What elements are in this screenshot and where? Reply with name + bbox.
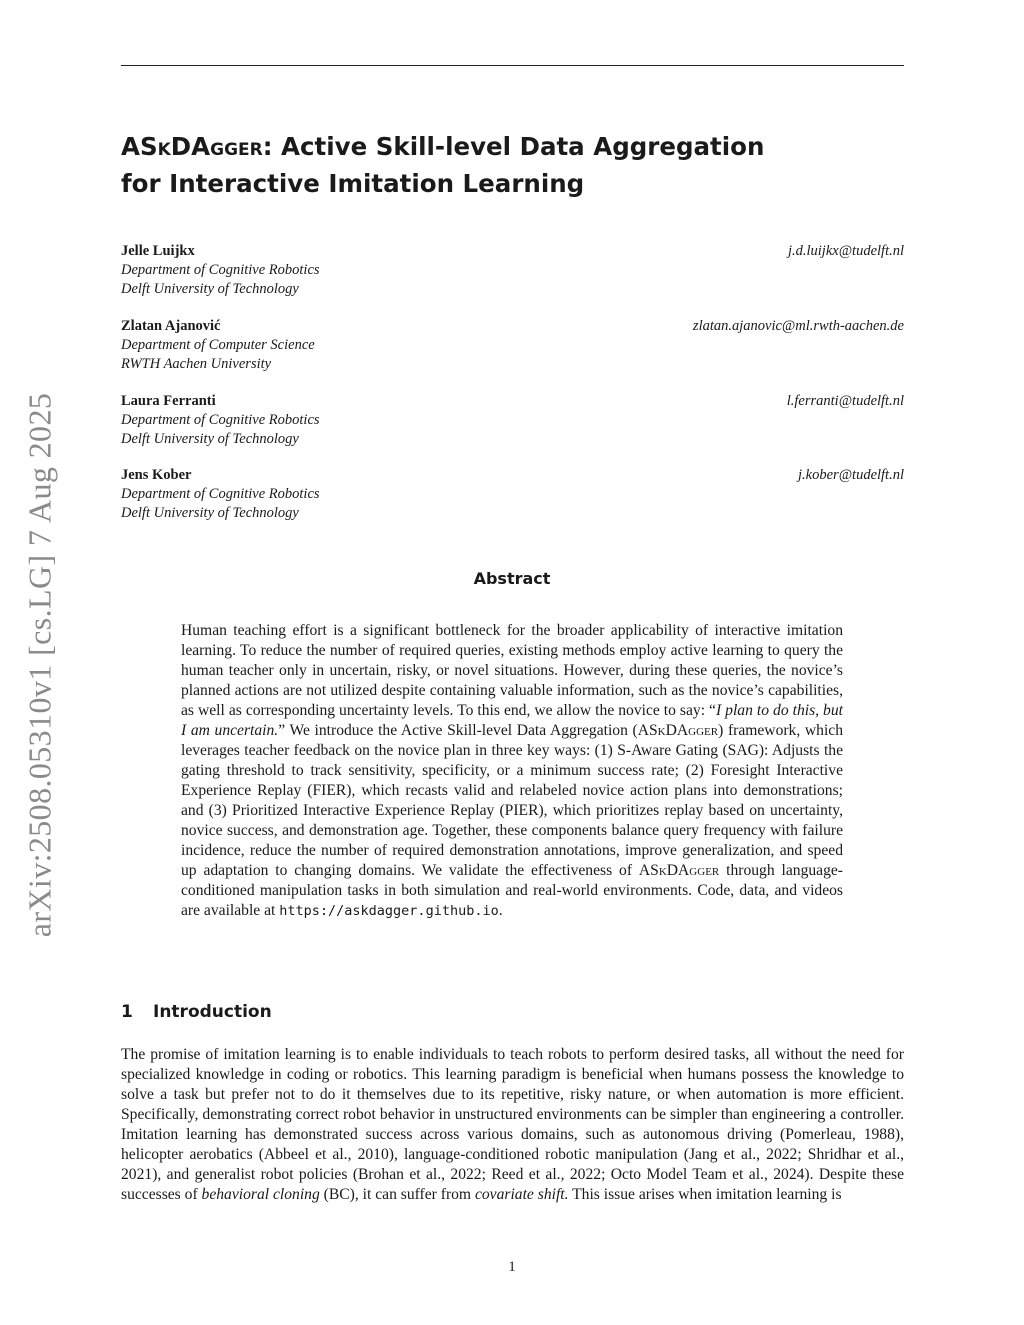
intro-text: The promise of imitation learning is to enable individuals to teach robots to perform desired tasks, all without the need for specialized knowledge in coding or robotics. This learning paradigm is beneficial when humans possess the knowledge to solve a task but prefer not to do it themselves due to its repetitive, risky nature, or when automation is more efficient. Specifically, demonstrating correct robot behavior in unstructured environments can be simpler than engineering a controller. Imitation learning has demonstrated success across various domains, such as autonomous driving (Pomerleau, 1988), helicopter aerobatics (Abbeel et al., 2010), language-conditioned robotic manipulation (Jang et al., 2022; Shridhar et al., 2021), and generalist robot policies (Brohan et al., 2022; Reed et al., 2022; Octo Model Team et al., 2024). Despite these successes of [121,1046,904,1203]
section-heading [121,1002,272,1022]
method-name-mid: DA [170,132,211,161]
section-title: Introduction [153,1002,272,1022]
abstract-text: ) framework, which leverages teacher feedback on the novice plan in three key ways: (1) S-Aware Gating (SAG): Adjusts the gating threshold to track sensitivity, specificity, or a minimum success rate; (2) Foresight Interactive Experience Replay (FIER), which recasts valid and relabeled novice action plans into demonstrations; and (3) Prioritized Interactive Experience Replay (PIER), which prioritizes replay based on uncertainty, novice success, and demonstration age. Together, these components balance query frequency with failure incidence, reduce the number of required demonstration annotations, improve generalization, and speed up adaptation to changing domains. We validate the effectiveness of [181,722,844,879]
author-name: Zlatan Ajanović [121,318,221,334]
intro-term: covariate shift. [474,1186,569,1203]
intro-text: (BC), it can suffer from [319,1186,475,1203]
abstract-quote: I plan to do this, but I am uncertain. [181,702,843,739]
paper-title [121,128,901,202]
method-name-first: AS [121,132,158,161]
author-block [121,242,904,299]
method-name-smallcaps-1: k [157,132,171,161]
author-department: Department of Cognitive Robotics [121,412,320,428]
author-department: Department of Cognitive Robotics [121,262,320,278]
author-name: Jelle Luijkx [121,243,195,259]
author-institution: Delft University of Technology [121,505,299,521]
intro-term: behavioral cloning [201,1186,320,1203]
author-department: Department of Computer Science [121,337,315,353]
project-url-link[interactable]: https://askdagger.github.io [279,903,499,919]
top-rule [121,65,904,66]
author-block [121,317,904,374]
abstract-text: . [498,902,503,919]
author-block [121,466,904,523]
intro-text: This issue arises when imitation learning is [568,1186,842,1203]
method-name-smallcaps-2: gger [210,132,263,161]
author-email: j.d.luijkx@tudelft.nl [787,243,904,259]
section-number: 1 [121,1002,133,1022]
abstract-text: ” We introduce the Active Skill-level Data Aggregation ( [278,722,638,739]
author-institution: RWTH Aachen University [121,356,272,372]
method-name: ASkDAgger [637,722,719,739]
abstract-text: Human teaching effort is a significant bottleneck for the broader applicability of interactive imitation learning. To reduce the number of required queries, existing methods employ active learning to query the human teacher only in uncertain, risky, or novel situations. However, during these queries, the novice’s planned actions are not utilized despite containing valuable information, such as the novice’s capabilities, as well as corresponding uncertainty levels. To this end, we allow the novice to say: “ [181,622,843,719]
introduction-paragraph [121,1045,904,1205]
abstract-heading: Abstract [473,569,551,588]
method-name: ASkDAgger [638,862,720,879]
title-line2: for Interactive Imitation Learning [121,169,585,198]
author-name: Jens Kober [121,467,192,483]
author-email: l.ferranti@tudelft.nl [786,393,904,409]
author-email: j.kober@tudelft.nl [798,467,904,483]
author-email: zlatan.ajanovic@ml.rwth-aachen.de [692,318,904,334]
author-name: Laura Ferranti [121,393,216,409]
abstract-body [181,621,843,921]
abstract-text: through language-conditioned manipulation tasks in both simulation and real-world environments. Code, data, and videos are available at [181,862,843,919]
title-rest-line1: : Active Skill-level Data Aggregation [262,132,765,161]
author-institution: Delft University of Technology [121,431,299,447]
arxiv-identifier: arXiv:2508.05310v1 [cs.LG] 7 Aug 2025 [21,392,58,938]
author-department: Department of Cognitive Robotics [121,486,320,502]
page-number: 1 [508,1259,516,1275]
author-block [121,392,904,449]
author-institution: Delft University of Technology [121,281,299,297]
